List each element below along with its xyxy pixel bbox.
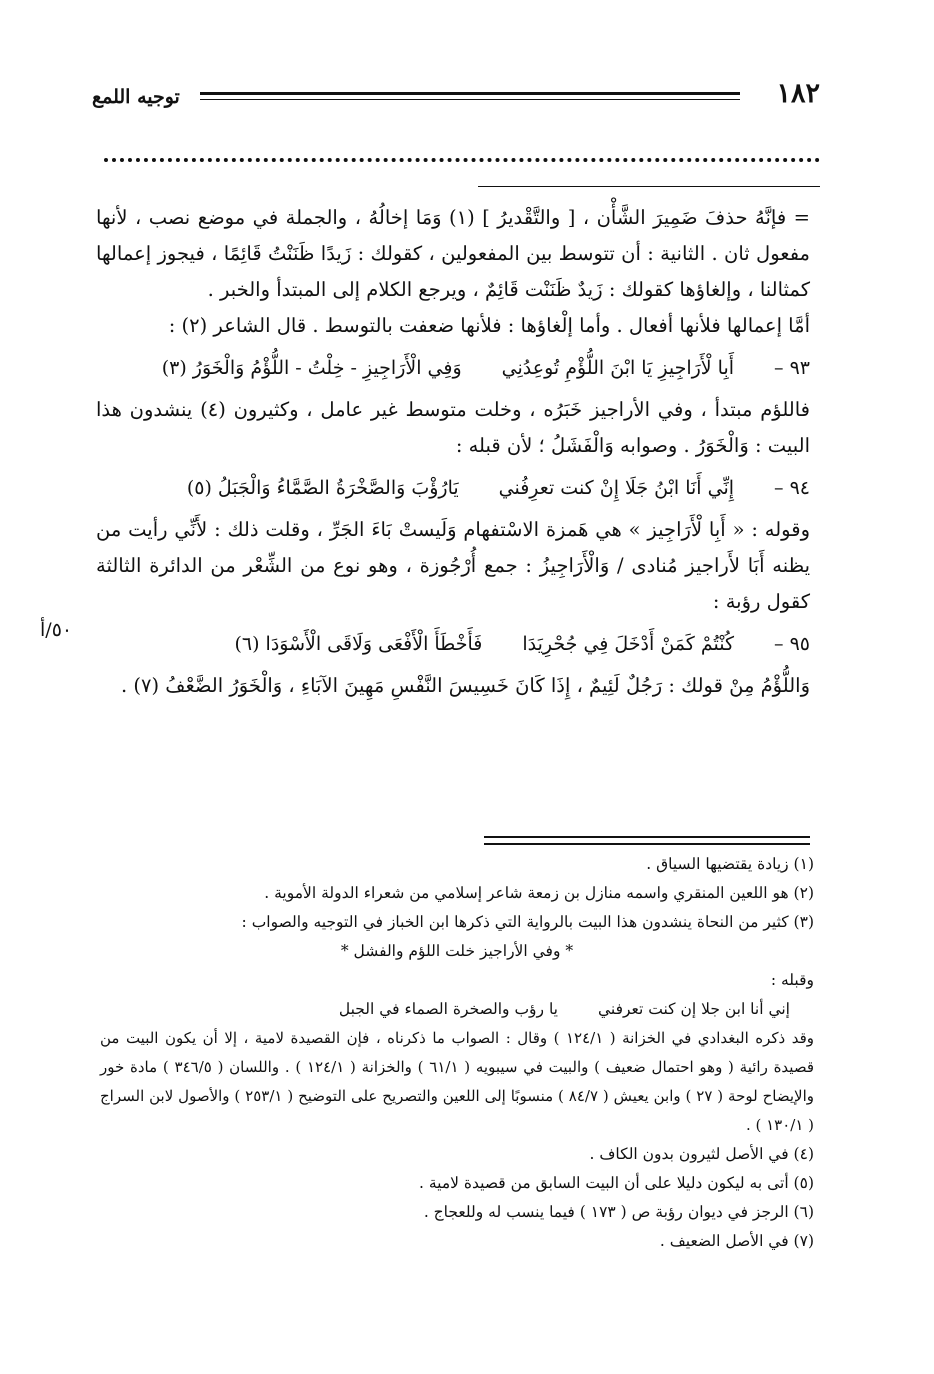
verse-first-hemistich: أَبِا لْأَرَاجِيزِ يَا ابْنَ اللُّؤْمِ تُوعِدُنِي bbox=[501, 357, 735, 379]
footnote: (٥) أتى به ليكون دليلا على أن البيت السابق من قصيدة لامية . bbox=[419, 1174, 814, 1192]
verse-number: ٩٥ – bbox=[774, 633, 810, 655]
footnote-body: وقد ذكره البغدادي في الخزانة ( ١٢٤/١ ) وقال : الصواب ما ذكرناه ، فإن القصيدة لامية ، إلا أن يكون البيت من قصيدة رائية ( وهو احتمال ضعيف ) والبيت في سيبويه ( ٦١/١ ) والخزانة ( ١٢٤/١ ) . واللسان ( ٣٤٦/٥ ) مادة خور والإيضاح لوحة ( ٢٧ ) وابن يعيش ( ٨٤/٧ ) منسوبًا إلى اللعين والتصريح على التوضيح ( ٢٥٣/١ ) والأصول لابن السراج ( ١٣٠/١ ) . bbox=[100, 1029, 815, 1134]
footnote: (١) زيادة يقتضيها السياق . bbox=[646, 855, 814, 873]
verse-93 bbox=[96, 348, 810, 388]
verse-first-hemistich: إِنِّي أَنَا ابْنُ جَلَا إِنْ كنت تعرِفُني bbox=[498, 477, 735, 499]
main-text bbox=[96, 200, 810, 704]
footnote-text: وقبله : bbox=[770, 971, 814, 989]
folio-margin-note: ٥٠/أ bbox=[40, 619, 73, 641]
footnotes bbox=[100, 850, 814, 1256]
verse-second-hemistich: وَفِي الْأَرَاجِيزِ - خِلْتُ - اللُّؤْمُ وَالْخَوَرُ (٣) bbox=[161, 357, 462, 379]
footnote: (٤) في الأصل لثيرون بدون الكاف . bbox=[589, 1145, 814, 1163]
footnote: (٣) كثير من النحاة ينشدون هذا البيت بالرواية التي ذكرها ابن الخباز في التوجيه والصواب : bbox=[241, 913, 814, 931]
header-double-rule bbox=[200, 92, 740, 100]
page-header bbox=[92, 78, 820, 118]
verse-second-hemistich: يا رؤب والصخرة الصماء في الجبل bbox=[338, 1000, 558, 1018]
verse-94 bbox=[96, 468, 810, 508]
footnote-quote: * وفي الأراجيز خلت اللؤم والفشل * bbox=[340, 942, 574, 960]
footnote-rule bbox=[484, 836, 810, 845]
paragraph: وَاللُّؤْمُ مِنْ قولك : رَجُلٌ لَئِيمٌ ، إِذَا كَانَ خَسِيسَ النَّفْسِ مَهِينَ الآبَاءِ ، وَالْخَوَرُ الضَّعْفُ (٧) . bbox=[121, 674, 810, 697]
verse-number: ٩٣ – bbox=[774, 357, 810, 379]
footnote: (٢) هو اللعين المنقري واسمه منازل بن زمعة شاعر إسلامي من شعراء الدولة الأموية . bbox=[264, 884, 814, 902]
verse-second-hemistich: فَأَخْطَأَ الْأَفْعَى وَلَاقَى الْأَسْوَدَا (٦) bbox=[234, 633, 483, 655]
paragraph: فاللؤم مبتدأ ، وفي الأراجيز خَبَرُه ، وخلت متوسط غير عامل ، وكثيرون (٤) ينشدون هذا البيت : وَالْخَوَرُ . وصوابه وَالْفَشَلُ ؛ لأن قبله : bbox=[96, 398, 810, 457]
verse-95 bbox=[96, 624, 810, 664]
running-title: توجيه اللمع bbox=[92, 86, 180, 108]
verse-first-hemistich: كُنْتُمْ كَمَنْ أَدْخَلَ فِي جُحْرِيَدَا bbox=[522, 633, 735, 655]
verse-second-hemistich: يَارُؤْبَ وَالصَّخْرَةُ الصَّمَّاءُ وَالْجَبَلُ (٥) bbox=[186, 477, 459, 499]
footnote: (٧) في الأصل الضعيف . bbox=[659, 1232, 814, 1250]
verse-first-hemistich: إني أنا ابن جلا إن كنت تعرفني bbox=[597, 1000, 790, 1018]
paragraph: أمَّا إعمالها فلأنها أفعال . وأما إلْغاؤها : فلأنها ضعفت بالتوسط . قال الشاعر (٢) : bbox=[168, 314, 810, 337]
paragraph: = فإنَّهُ حذفَ ضَمِيرَ الشَّأْن ، [ والتَّقْديرُ ] (١) وَمَا إخالُهُ ، والجملة في موضع نصب ، لأنها مفعول ثان . الثانية : أن تتوسط بين المفعولين ، كقولك : زَيدًا ظَنَنْتُ قَائِمًا ، فيجوز إعمالها كمثالنا ، وإلغاؤها كقولك : زَيدٌ ظَنَنْت قَائِمٌ ، ويرجع الكلام إلى المبتدأ والخبر . bbox=[96, 206, 810, 301]
page-number: ١٨٢ bbox=[776, 78, 820, 109]
verse-number: ٩٤ – bbox=[774, 477, 810, 499]
footnote-verse bbox=[100, 995, 814, 1024]
short-rule bbox=[478, 186, 820, 187]
paragraph: وقوله : « أَبِا لْأَرَاجِيز » هي هَمزة الاسْتفهام وَلَيستْ بَاءَ الجَرِّ ، وقلت ذلك : لأَنِّي رأيت من يظنه أَبَا لأَراجيز مُنادى / وَالْأَرَاجِيزُ : جمع أُرْجُوزة ، وهو نوع من الشِّعْر من الدائرة الثالثة كقول رؤبة : bbox=[96, 518, 810, 613]
dotted-separator bbox=[104, 158, 820, 168]
footnote: (٦) الرجز في ديوان رؤبة ص ( ١٧٣ ) فيما ينسب له وللعجاج . bbox=[423, 1203, 814, 1221]
